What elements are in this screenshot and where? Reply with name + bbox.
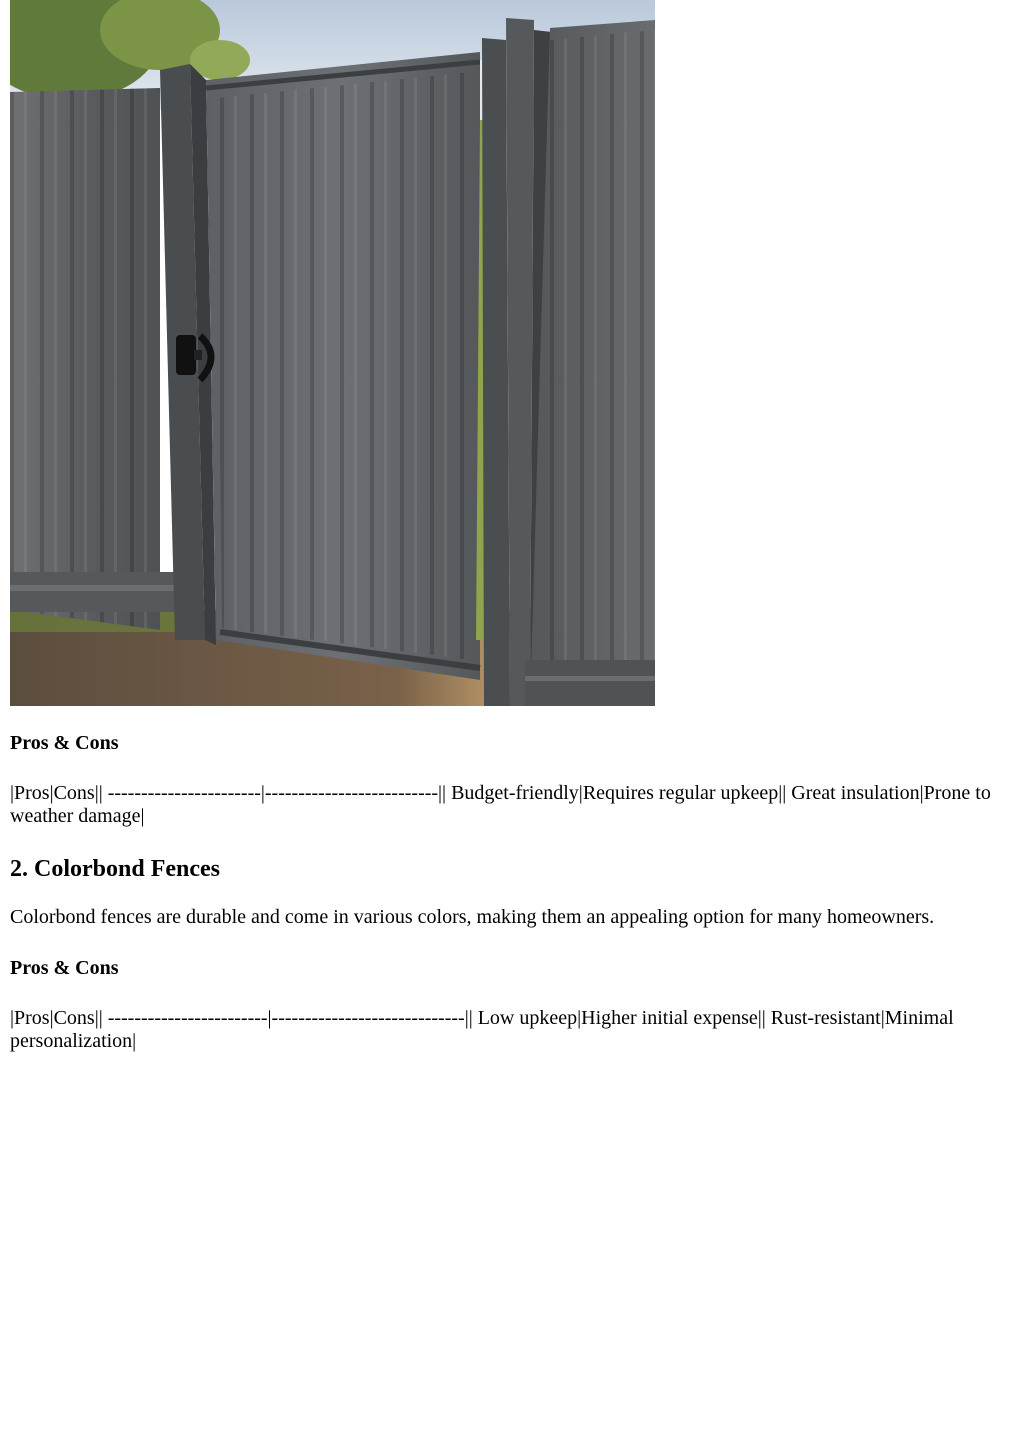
colorbond-description: Colorbond fences are durable and come in various colors, making them an appealing option for many homeowners.: [10, 906, 935, 928]
fence-gate-photo: [10, 0, 655, 706]
section-heading-colorbond: 2. Colorbond Fences: [10, 856, 220, 882]
pros-cons-heading-1: Pros & Cons: [10, 732, 119, 754]
pros-cons-table-1: |Pros|Cons|| -----------------------|--------------------------|| Budget-friendly|Requires regular upkeep|| Great insulation|Prone to weather damage|: [10, 782, 991, 827]
pros-cons-table-2: |Pros|Cons|| ------------------------|-----------------------------|| Low upkeep|Higher initial expense|| Rust-resistant|Minimal personalization|: [10, 1007, 954, 1052]
pros-cons-heading-2: Pros & Cons: [10, 957, 119, 979]
